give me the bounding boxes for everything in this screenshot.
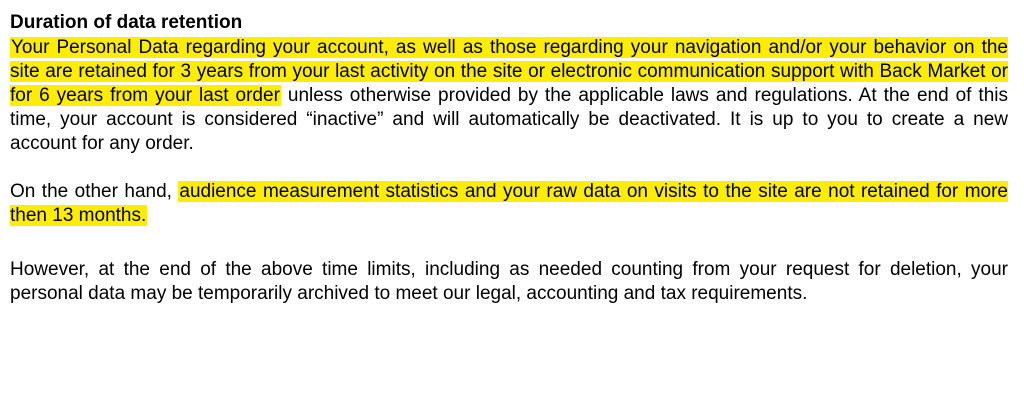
paragraph-statistics-lead: On the other hand, (10, 181, 179, 202)
paragraph-retention (10, 36, 1008, 156)
paragraph-statistics (10, 180, 1008, 228)
paragraph-retention-rest: unless otherwise provided by the applicable laws and regulations. At the end of this time, your account is considered “inactive” and will automatically be deactivated. It is up to you to create a new account for any order. (10, 85, 1009, 154)
highlighted-text-statistics: audience measurement statistics and your raw data on visits to the site are not retained for more then 13 months. (10, 181, 1008, 226)
highlighted-text-retention: Your Personal Data regarding your account, as well as those regarding your navigation and/or your behavior on the site are retained for 3 years from your last activity on the site or electronic communication support with Back Market or for 6 years from your last order (10, 37, 1008, 106)
paragraph-archiving: However, at the end of the above time limits, including as needed counting from your request for deletion, your personal data may be temporarily archived to meet our legal, accounting and tax requirements. (10, 259, 1008, 304)
section-heading: Duration of data retention (10, 12, 243, 33)
